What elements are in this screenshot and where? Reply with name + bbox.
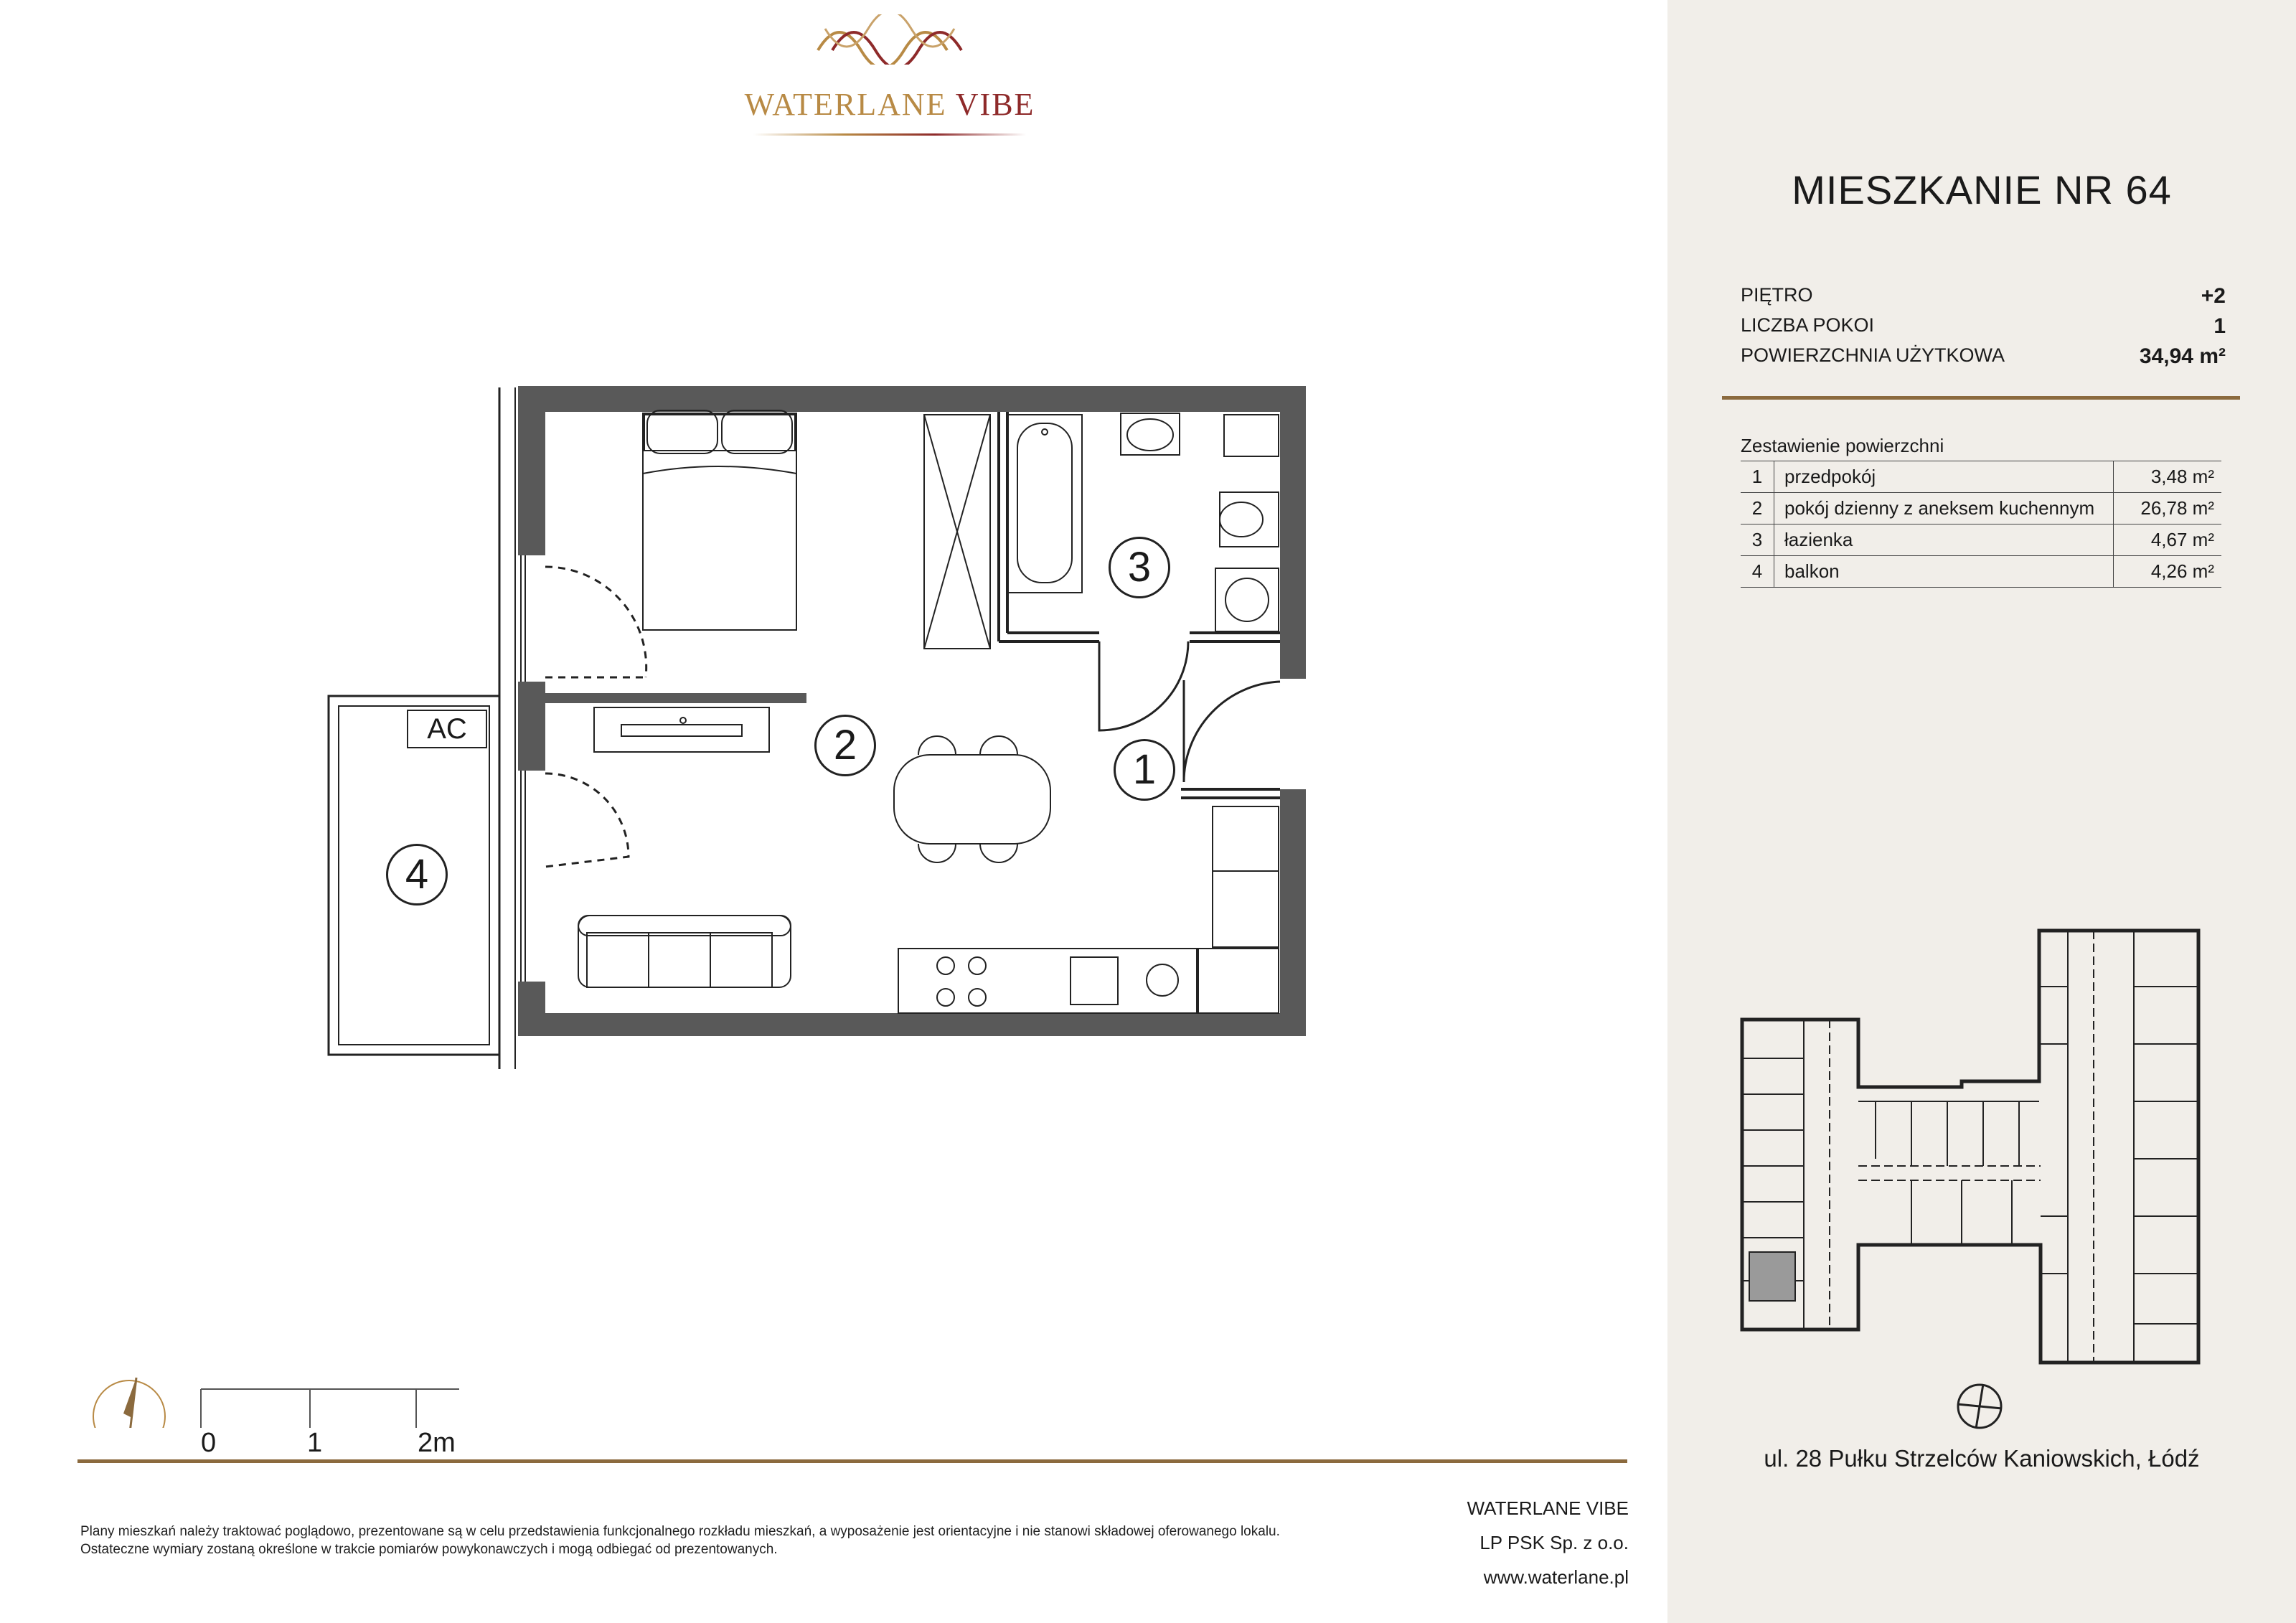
detail-row-area bbox=[1741, 344, 2226, 375]
address: ul. 28 Pułku Strzelców Kaniowskich, Łódź bbox=[1764, 1445, 2200, 1472]
area-value: 4,67 m² bbox=[2114, 524, 2222, 556]
bathtub bbox=[1007, 415, 1082, 593]
footer-divider bbox=[77, 1459, 1627, 1463]
areas-title: Zestawienie powierzchni bbox=[1741, 435, 1944, 456]
company-name: WATERLANE VIBE bbox=[1467, 1497, 1629, 1519]
building-key-plan bbox=[1732, 922, 2249, 1388]
area-name: pokój dzienny z aneksem kuchennym bbox=[1774, 493, 2114, 524]
area-num: 2 bbox=[1741, 493, 1774, 524]
detail-row-floor bbox=[1741, 284, 2226, 314]
kitchen bbox=[898, 806, 1279, 1013]
table-row bbox=[1741, 461, 2221, 493]
ac-label: AC bbox=[427, 713, 467, 745]
company-info bbox=[1399, 1491, 1629, 1594]
area-name: łazienka bbox=[1774, 524, 2114, 556]
area-value: 4,26 m² bbox=[2114, 556, 2222, 588]
detail-value: 1 bbox=[2213, 314, 2226, 338]
dining-table bbox=[894, 736, 1050, 862]
apartment-title: MIESZKANIE NR 64 bbox=[1792, 167, 2172, 212]
area-name: przedpokój bbox=[1774, 461, 2114, 493]
tv-stand bbox=[594, 707, 769, 752]
room-number-2: 2 bbox=[814, 715, 876, 776]
disclaimer-line-2: Ostateczne wymiary zostaną określone w trakcie pomiarów powykonawczych i mogą odbiegać od prezentowanych. bbox=[80, 1542, 778, 1557]
detail-value: 34,94 m² bbox=[2139, 344, 2226, 368]
apartment-details bbox=[1741, 284, 2226, 375]
area-num: 3 bbox=[1741, 524, 1774, 556]
area-num: 1 bbox=[1741, 461, 1774, 493]
scale-label-2m: 2m bbox=[418, 1428, 456, 1458]
disclaimer-line-1: Plany mieszkań należy traktować poglądowo, prezentowane są w celu przedstawienia funkcjonalnego rozkładu mieszkań, a wyposażenie jest orientacyjne i nie stanowi składowej oferowanego lokalu. bbox=[80, 1524, 1280, 1539]
room-number-1: 1 bbox=[1114, 739, 1175, 801]
wardrobe bbox=[924, 415, 990, 649]
bed bbox=[643, 410, 796, 630]
area-name: balkon bbox=[1774, 556, 2114, 588]
detail-value: +2 bbox=[2201, 284, 2226, 308]
room-number-4: 4 bbox=[386, 844, 448, 905]
details-divider bbox=[1722, 396, 2240, 400]
detail-row-rooms bbox=[1741, 314, 2226, 344]
company-website-link[interactable]: www.waterlane.pl bbox=[1483, 1566, 1629, 1588]
doors bbox=[545, 567, 1280, 867]
walls bbox=[518, 386, 1306, 1036]
areas-table bbox=[1741, 461, 2221, 588]
table-row bbox=[1741, 524, 2221, 556]
info-panel bbox=[1667, 0, 2296, 1623]
scale-label-1: 1 bbox=[307, 1428, 323, 1458]
brand-name-part2: VIBE bbox=[955, 87, 1035, 122]
company-legal-name: LP PSK Sp. z o.o. bbox=[1479, 1532, 1629, 1553]
area-num: 4 bbox=[1741, 556, 1774, 588]
scale-bar bbox=[86, 1370, 488, 1457]
table-row bbox=[1741, 493, 2221, 524]
brand-name-part1: WATERLANE bbox=[744, 87, 947, 122]
detail-label: POWIERZCHNIA UŻYTKOWA bbox=[1741, 344, 2005, 366]
sofa bbox=[578, 916, 791, 987]
table-row bbox=[1741, 556, 2221, 588]
scale-label-0: 0 bbox=[201, 1428, 217, 1458]
detail-label: PIĘTRO bbox=[1741, 284, 1813, 306]
area-value: 3,48 m² bbox=[2114, 461, 2222, 493]
area-value: 26,78 m² bbox=[2114, 493, 2222, 524]
apartment-highlight bbox=[1749, 1252, 1795, 1301]
north-compass-icon bbox=[1954, 1381, 2005, 1431]
bathroom-fixtures bbox=[1121, 413, 1279, 631]
disclaimer bbox=[80, 1523, 1458, 1558]
room-number-3: 3 bbox=[1109, 537, 1170, 598]
detail-label: LICZBA POKOI bbox=[1741, 314, 1875, 336]
compass-icon bbox=[86, 1370, 488, 1428]
